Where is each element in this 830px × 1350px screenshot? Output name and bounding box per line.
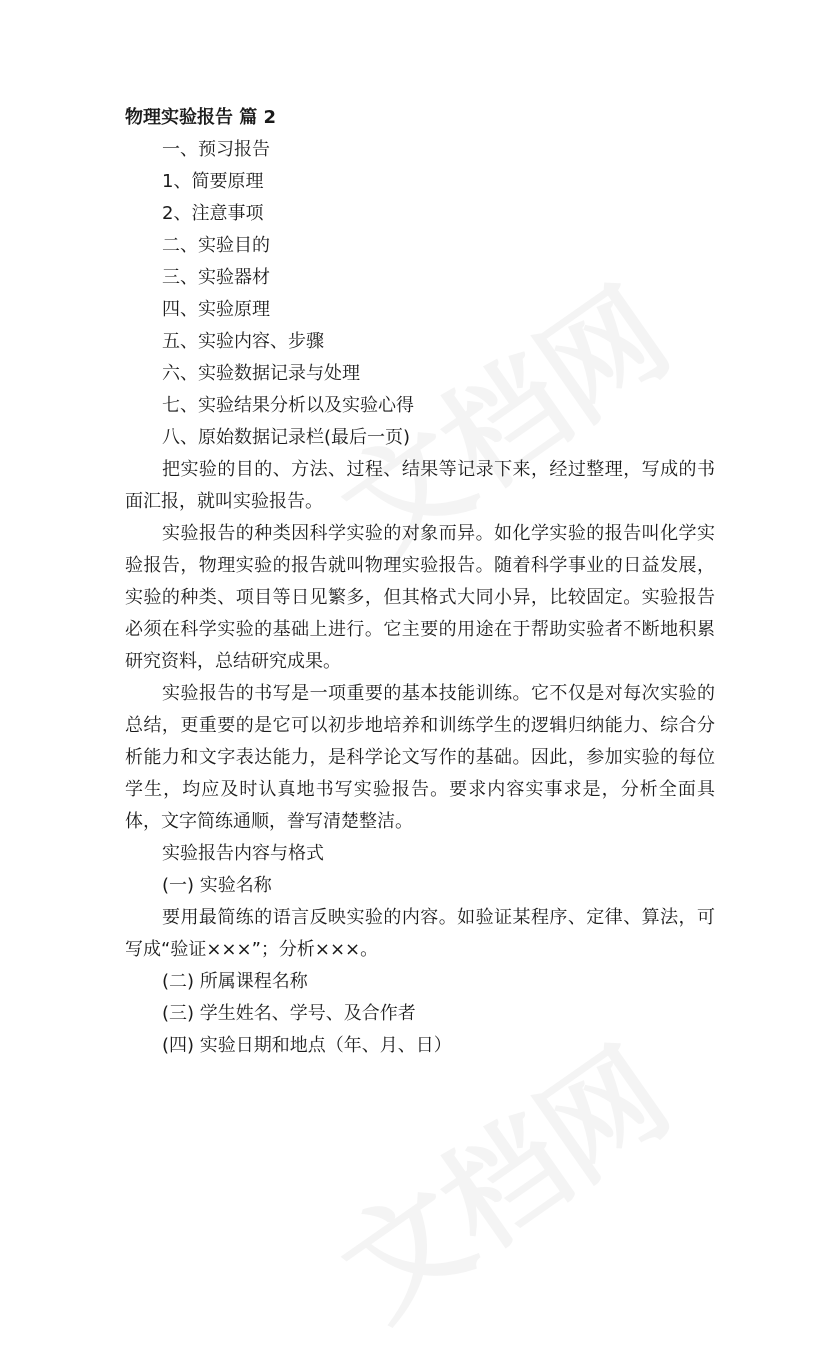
format-item-2: (二) 所属课程名称 bbox=[162, 971, 308, 992]
outline-item: 2、注意事项 bbox=[162, 203, 264, 224]
paragraph-definition: 把实验的目的、方法、过程、结果等记录下来，经过整理，写成的书面汇报，就叫实验报告。 bbox=[125, 459, 715, 512]
format-heading: 实验报告内容与格式 bbox=[162, 843, 324, 864]
outline-item: 八、原始数据记录栏(最后一页) bbox=[162, 427, 411, 448]
outline-item: 三、实验器材 bbox=[162, 267, 270, 288]
format-item-1-desc: 要用最简练的语言反映实验的内容。如验证某程序、定律、算法，可写成“验证×××”；分析×××。 bbox=[125, 907, 715, 960]
document-body bbox=[125, 102, 715, 1062]
outline-item: 六、实验数据记录与处理 bbox=[162, 363, 360, 384]
outline-item: 七、实验结果分析以及实验心得 bbox=[162, 395, 414, 416]
paragraph-types: 实验报告的种类因科学实验的对象而异。如化学实验的报告叫化学实验报告，物理实验的报告就叫物理实验报告。随着科学事业的日益发展，实验的种类、项目等日见繁多，但其格式大同小异，比较固定。实验报告必须在科学实验的基础上进行。它主要的用途在于帮助实验者不断地积累研究资料，总结研究成果。 bbox=[125, 523, 715, 672]
outline-item: 一、预习报告 bbox=[162, 139, 270, 160]
format-item-1: (一) 实验名称 bbox=[162, 875, 272, 896]
format-item-3: (三) 学生姓名、学号、及合作者 bbox=[162, 1003, 416, 1024]
document-title: 物理实验报告 篇 2 bbox=[125, 107, 277, 128]
outline-item: 五、实验内容、步骤 bbox=[162, 331, 324, 352]
outline-item: 四、实验原理 bbox=[162, 299, 270, 320]
paragraph-writing: 实验报告的书写是一项重要的基本技能训练。它不仅是对每次实验的总结，更重要的是它可以初步地培养和训练学生的逻辑归纳能力、综合分析能力和文字表达能力，是科学论文写作的基础。因此，参加实验的每位学生，均应及时认真地书写实验报告。要求内容实事求是，分析全面具体，文字简练通顺，誊写清楚整洁。 bbox=[125, 683, 715, 832]
outline-item: 1、简要原理 bbox=[162, 171, 264, 192]
format-item-4: (四) 实验日期和地点（年、月、日） bbox=[162, 1035, 452, 1056]
outline-item: 二、实验目的 bbox=[162, 235, 270, 256]
